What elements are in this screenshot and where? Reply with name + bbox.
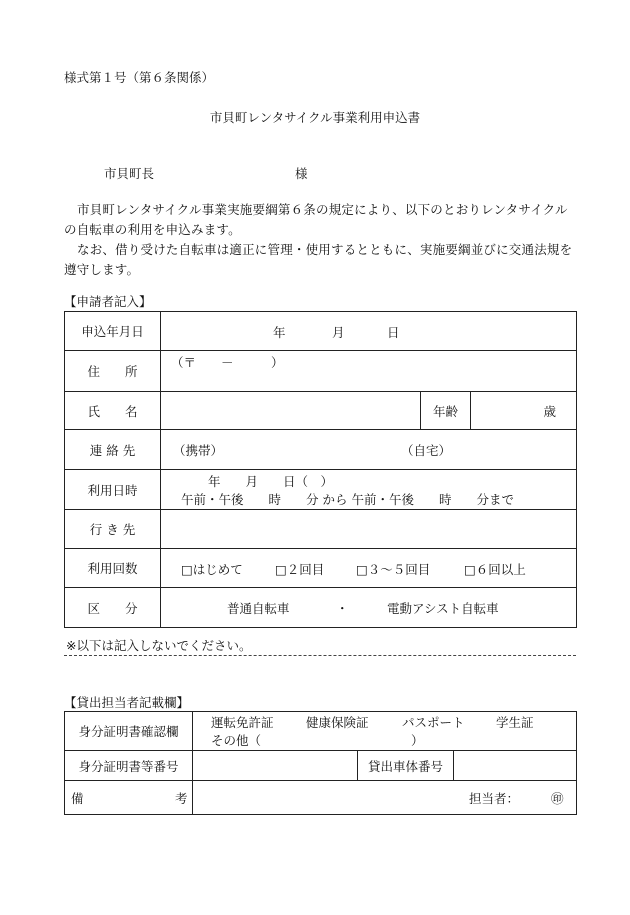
row-contact <box>65 430 577 470</box>
postal-code-field: （〒 － ） <box>171 355 284 370</box>
name-field[interactable] <box>161 392 421 430</box>
applicant-table <box>64 311 577 628</box>
row-remarks <box>65 781 577 815</box>
remarks-label <box>65 781 193 815</box>
addressee: 市貝町長 <box>104 166 155 181</box>
count-options <box>161 549 577 588</box>
date-field[interactable] <box>161 312 577 351</box>
date-month-unit: 月 <box>332 325 345 340</box>
remarks-label-char-1: 備 <box>71 791 84 806</box>
count-label: 利用回数 <box>65 549 161 588</box>
date-year-unit: 年 <box>273 325 286 340</box>
staff-table <box>64 711 577 815</box>
intro-paragraph-2: なお、借り受けた自転車は適正に管理・使用するとともに、実施要綱並びに交通法規を遵守します。 <box>64 242 573 277</box>
name-label: 氏 名 <box>65 392 161 430</box>
category-electric-bicycle[interactable]: 電動アシスト自転車 <box>387 601 499 616</box>
do-not-fill-notice: ※以下は記入しないでください。 <box>66 638 252 653</box>
dashed-divider <box>64 655 576 656</box>
age-label: 年齢 <box>421 392 471 430</box>
id-option-health-insurance[interactable]: 健康保険証 <box>306 715 369 730</box>
age-unit: 歳 <box>543 403 557 419</box>
id-option-drivers-license[interactable]: 運転免許証 <box>211 715 274 730</box>
id-option-other[interactable]: その他（ ） <box>211 733 424 748</box>
form-number: 様式第１号（第６条関係） <box>64 70 215 85</box>
remarks-label-char-2: 考 <box>175 791 188 806</box>
contact-label: 連 絡 先 <box>65 430 161 470</box>
id-check-field <box>193 712 577 751</box>
category-regular-bicycle[interactable]: 普通自転車 <box>227 601 290 616</box>
id-number-label: 身分証明書等番号 <box>65 751 193 781</box>
row-usage-count <box>65 549 577 588</box>
usage-label: 利用日時 <box>65 470 161 510</box>
staff-in-charge-label: 担当者： <box>469 791 520 806</box>
address-label: 住 所 <box>65 351 161 392</box>
row-application-date <box>65 312 577 351</box>
date-day-unit: 日 <box>387 325 400 340</box>
id-option-passport[interactable]: パスポート <box>402 715 465 730</box>
date-label: 申込年月日 <box>65 312 161 351</box>
category-options <box>161 588 577 628</box>
remarks-field[interactable] <box>193 781 577 815</box>
row-destination <box>65 510 577 549</box>
row-category <box>65 588 577 628</box>
staff-section-label: 【貸出担当者記載欄】 <box>64 695 190 710</box>
applicant-section-label: 【申請者記入】 <box>64 294 152 309</box>
id-check-label: 身分証明書確認欄 <box>65 712 193 751</box>
row-usage-datetime <box>65 470 577 510</box>
form-title: 市貝町レンタサイクル事業利用申込書 <box>209 110 421 125</box>
bike-number-field[interactable] <box>454 751 577 781</box>
id-number-field[interactable] <box>193 751 358 781</box>
address-field[interactable] <box>161 351 577 392</box>
bike-number-label: 貸出車体番号 <box>358 751 454 781</box>
count-option-second[interactable]: □２回目 <box>275 562 325 577</box>
honorific: 様 <box>295 166 308 181</box>
intro-paragraph-1: 市貝町レンタサイクル事業実施要綱第６条の規定により、以下のとおりレンタサイクルの自転車の利用を申込みます。 <box>64 202 568 237</box>
contact-mobile-label: （携帯） <box>173 443 224 458</box>
usage-date-line: 年 月 日（ ） <box>208 474 334 489</box>
category-separator: ・ <box>336 601 349 616</box>
usage-field[interactable] <box>161 470 577 510</box>
count-option-3to5[interactable]: □３～５回目 <box>356 562 431 577</box>
row-id-number <box>65 751 577 781</box>
destination-label: 行 き 先 <box>65 510 161 549</box>
row-id-check <box>65 712 577 751</box>
contact-home-label: （自宅） <box>401 443 452 458</box>
count-option-first[interactable]: □はじめて <box>181 562 243 577</box>
destination-field[interactable] <box>161 510 577 549</box>
category-label: 区 分 <box>65 588 161 628</box>
seal-mark: ㊞ <box>551 791 564 806</box>
contact-field[interactable] <box>161 430 577 470</box>
row-name <box>65 392 577 430</box>
count-option-6plus[interactable]: □６回以上 <box>464 562 526 577</box>
usage-time-line: 午前・午後 時 分 から 午前・午後 時 分まで <box>181 492 514 507</box>
row-address <box>65 351 577 392</box>
age-field[interactable] <box>471 392 577 430</box>
id-option-student-id[interactable]: 学生証 <box>496 715 534 730</box>
